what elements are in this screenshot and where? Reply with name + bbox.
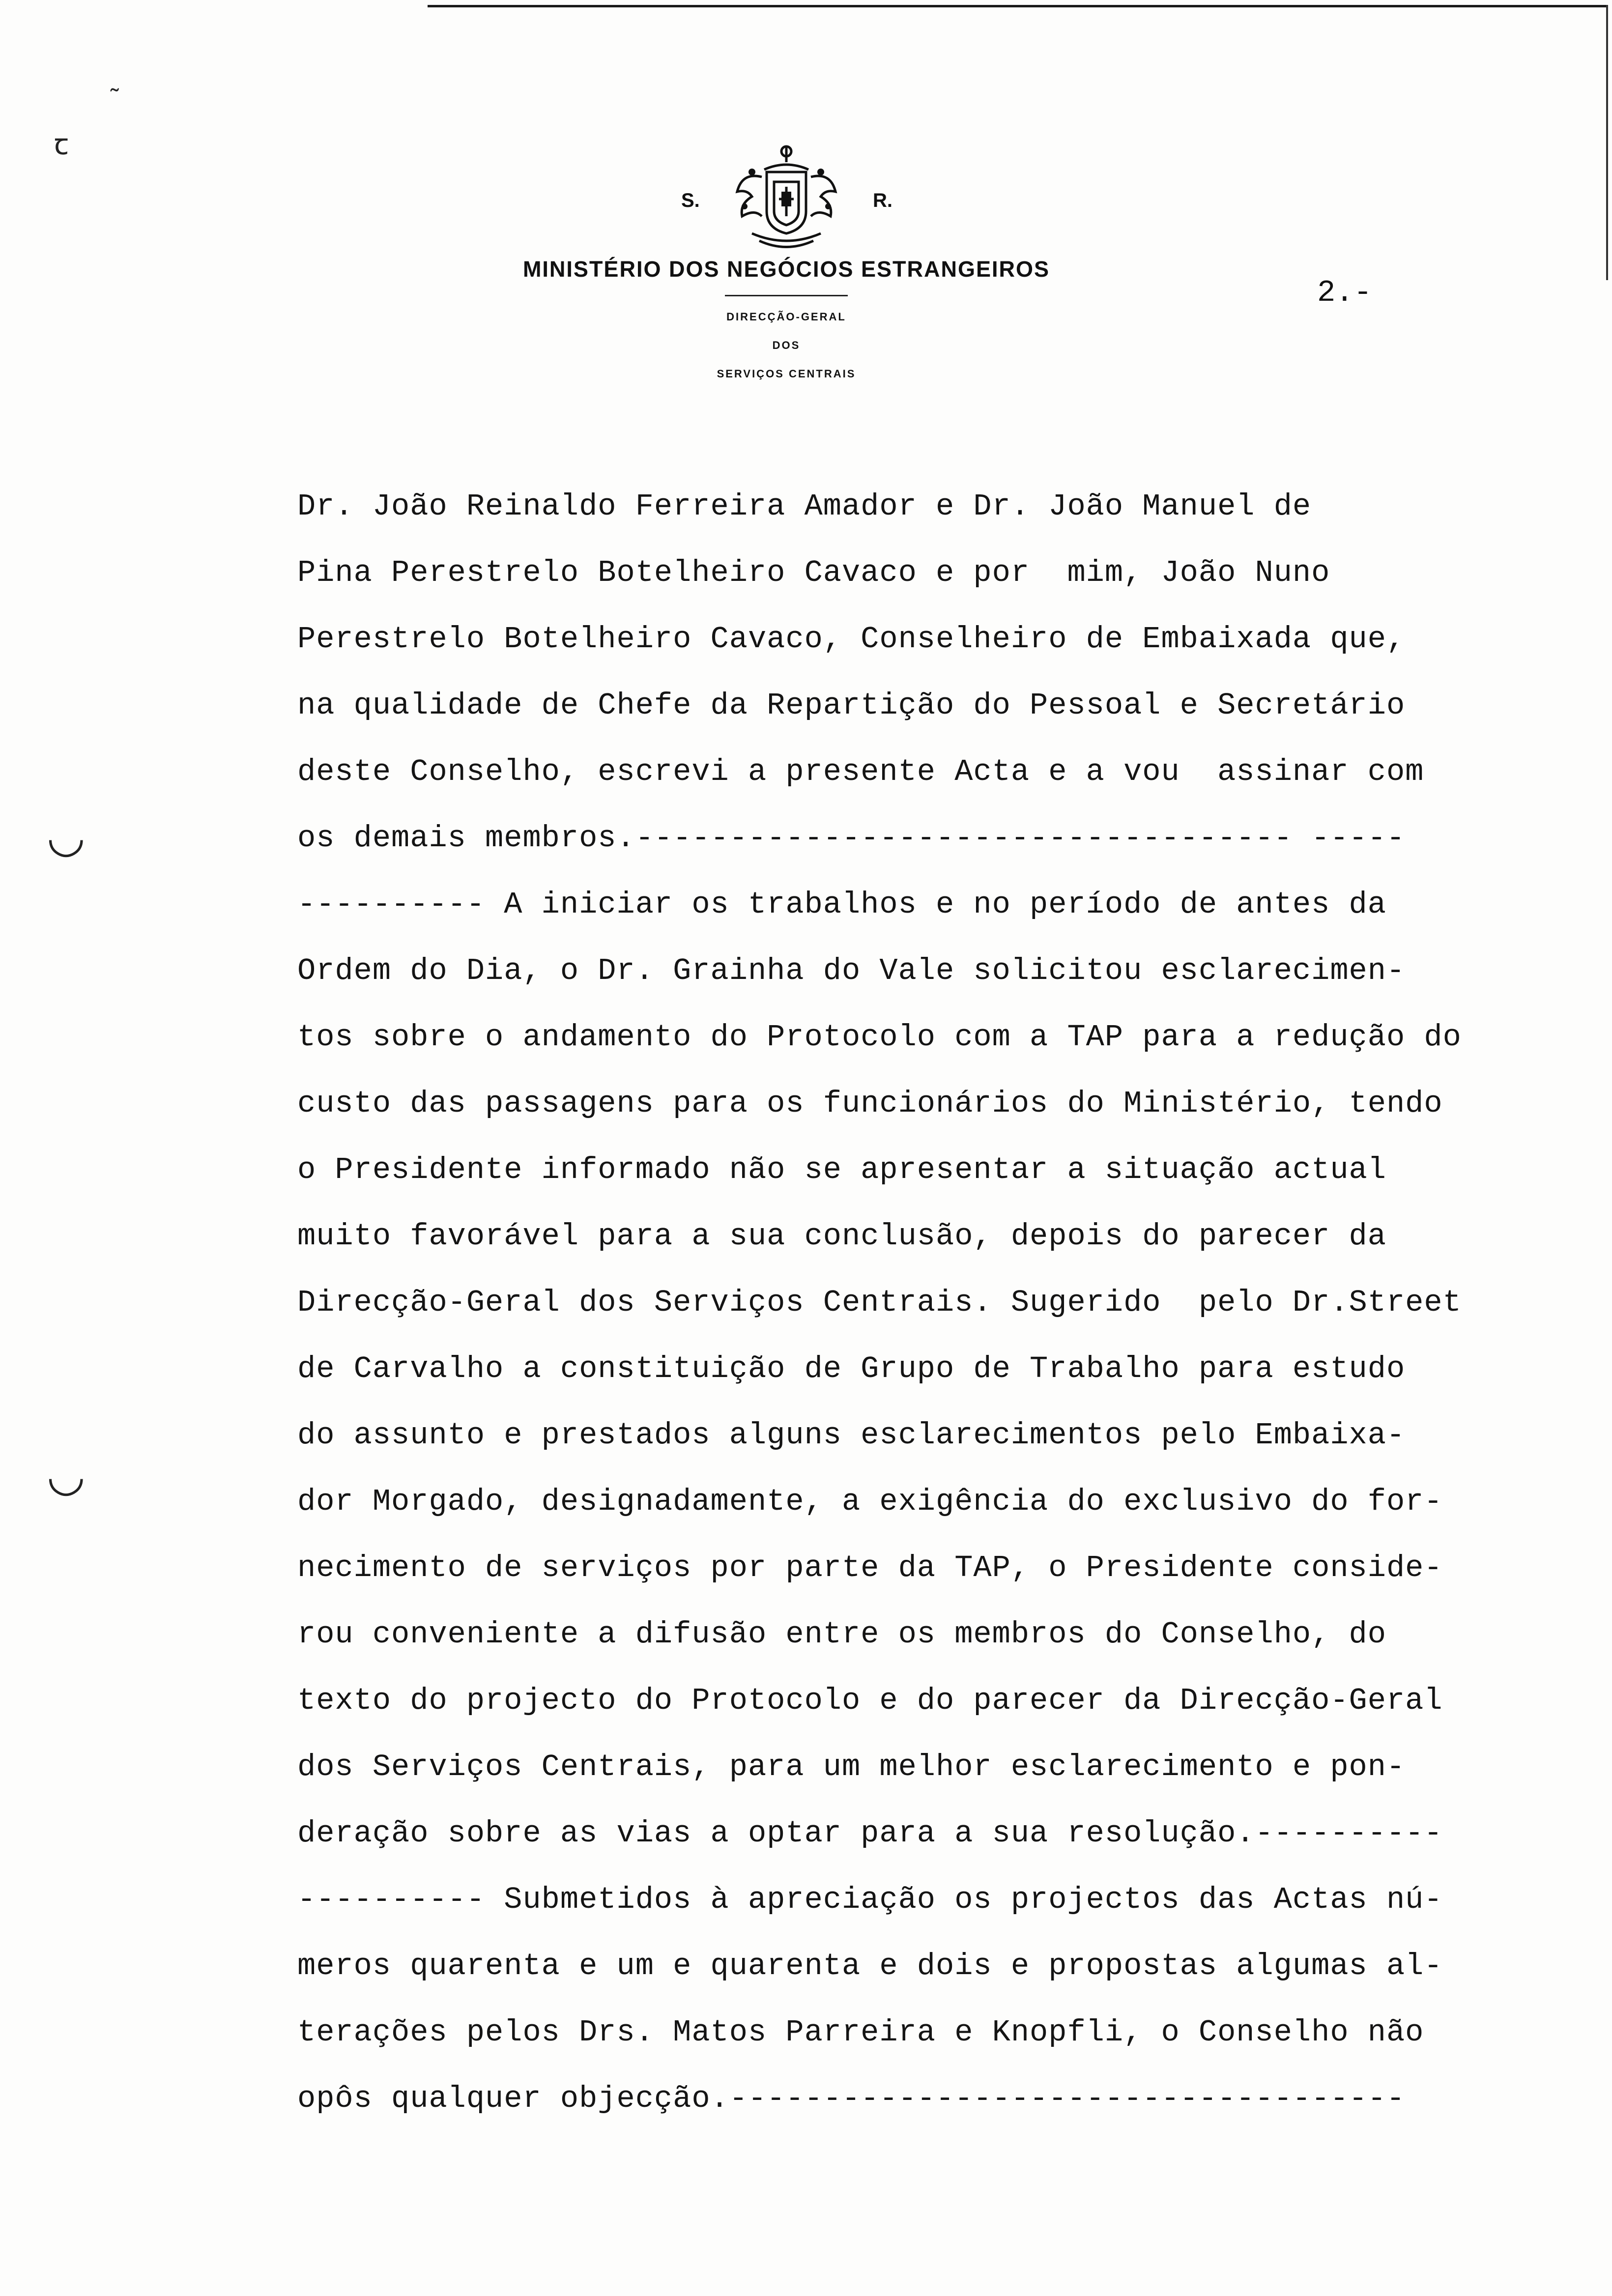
- body-line: deração sobre as vias a optar para a sua resolução.----------: [297, 1816, 1443, 1851]
- body-line: opôs qualquer objecção.------------------------------------: [297, 2081, 1406, 2116]
- department-line-2: DOS: [772, 339, 801, 351]
- body-line: muito favorável para a sua conclusão, depois do parecer da: [297, 1219, 1386, 1254]
- page-number: 2.-: [1317, 275, 1372, 310]
- body-line: ---------- A iniciar os trabalhos e no período de antes da: [297, 887, 1386, 922]
- ministry-title: MINISTÉRIO DOS NEGÓCIOS ESTRANGEIROS: [522, 257, 1050, 282]
- body-line: Direcção-Geral dos Serviços Centrais. Sugerido pelo Dr.Street: [297, 1285, 1462, 1320]
- body-line: meros quarenta e um e quarenta e dois e propostas algumas al-: [297, 1949, 1443, 1983]
- body-line: tos sobre o andamento do Protocolo com a TAP para a redução do: [297, 1020, 1462, 1055]
- body-line: dor Morgado, designadamente, a exigência do exclusivo do for-: [297, 1484, 1443, 1519]
- department-line-3: SERVIÇOS CENTRAIS: [717, 368, 856, 380]
- body-line: ---------- Submetidos à apreciação os projectos das Actas nú-: [297, 1882, 1443, 1917]
- hole-punch-mark: ◡: [47, 1451, 86, 1500]
- body-line: Dr. João Reinaldo Ferreira Amador e Dr. João Manuel de: [297, 489, 1312, 524]
- letterhead-right-letter: R.: [873, 190, 892, 211]
- letterhead-left-letter: S.: [681, 190, 700, 211]
- department-line-1: DIRECÇÃO-GERAL: [726, 311, 846, 323]
- body-line: Perestrelo Botelheiro Cavaco, Conselheiro de Embaixada que,: [297, 622, 1406, 657]
- body-line: os demais membros.----------------------------------- -----: [297, 821, 1406, 856]
- margin-mark: ꞇ: [54, 128, 69, 161]
- body-line: Pina Perestrelo Botelheiro Cavaco e por mim, João Nuno: [297, 555, 1330, 590]
- body-line: terações pelos Drs. Matos Parreira e Knopfli, o Conselho não: [297, 2015, 1424, 2050]
- body-line: texto do projecto do Protocolo e do parecer da Direcção-Geral: [297, 1683, 1443, 1718]
- body-line: de Carvalho a constituição de Grupo de Trabalho para estudo: [297, 1351, 1406, 1386]
- body-line: custo das passagens para os funcionários do Ministério, tendo: [297, 1086, 1443, 1121]
- body-line: o Presidente informado não se apresentar a situação actual: [297, 1152, 1386, 1187]
- body-line: necimento de serviços por parte da TAP, o Presidente conside-: [297, 1550, 1443, 1585]
- body-line: do assunto e prestados alguns esclarecimentos pelo Embaixa-: [297, 1418, 1406, 1453]
- body-line: na qualidade de Chefe da Repartição do Pessoal e Secretário: [297, 688, 1406, 723]
- hole-punch-mark: ◡: [47, 812, 86, 861]
- body-line: dos Serviços Centrais, para um melhor esclarecimento e pon-: [297, 1750, 1406, 1784]
- body-line: deste Conselho, escrevi a presente Acta e a vou assinar com: [297, 754, 1424, 789]
- body-line: rou conveniente a difusão entre os membros do Conselho, do: [297, 1617, 1386, 1652]
- body-line: Ordem do Dia, o Dr. Grainha do Vale solicitou esclarecimen-: [297, 953, 1406, 988]
- margin-mark: ˷: [111, 64, 119, 92]
